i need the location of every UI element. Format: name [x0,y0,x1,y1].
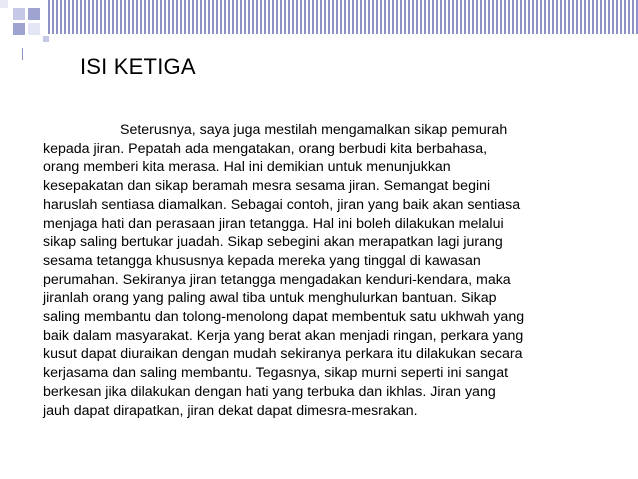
paragraph-line: kerjasama dan saling membantu. Tegasnya, sikap murni seperti ini sangat [43,365,509,382]
paragraph-line: haruslah sentiasa diamalkan. Sebagai contoh, jiran yang baik akan sentiasa [43,196,521,213]
corner-square-small [0,0,8,8]
corner-decoration [0,0,48,48]
paragraph-line: berkesan jika dilakukan dengan hati yang terbuka dan ikhlas. Jiran yang [43,383,496,400]
paragraph-line: sikap saling bertukar juadah. Sikap sebegini akan merapatkan lagi jurang [43,234,503,251]
paragraph-line: sesama tetangga khususnya kepada mereka yang tinggal di kawasan [43,252,481,269]
side-divider [22,48,23,60]
body-paragraph [43,121,603,420]
paragraph-line: saling membantu dan tolong-menolong dapat membentuk satu ukhwah yang [43,309,525,326]
corner-square-small [43,36,49,42]
paragraph-line: Seterusnya, saya juga mestilah mengamalkan sikap pemurah [120,122,508,138]
top-stripe-band [48,0,638,34]
corner-square [28,8,40,20]
paragraph-line: jiranlah orang yang paling awal tiba untuk menghulurkan bantuan. Sikap [43,290,497,307]
corner-square [13,23,25,35]
paragraph-line: menjaga hati dan perasaan jiran tetangga. Hal ini boleh dilakukan melalui [43,215,504,232]
corner-square [28,23,40,35]
paragraph-line: kepada jiran. Pepatah ada mengatakan, orang berbudi kita berbahasa, [43,140,488,157]
paragraph-line: orang memberi kita merasa. Hal ini demikian untuk menunjukkan [43,159,451,176]
corner-square [13,8,25,20]
paragraph-line: perumahan. Sekiranya jiran tetangga mengadakan kenduri-kendara, maka [43,271,511,288]
paragraph-line: kusut dapat diuraikan dengan mudah sekiranya perkara itu dilakukan secara [43,346,523,363]
paragraph-line: jauh dapat dirapatkan, jiran dekat dapat dimesra-mesrakan. [43,402,418,419]
paragraph-line: kesepakatan dan sikap beramah mesra sesama jiran. Semangat begini [43,178,491,195]
slide-title: ISI KETIGA [80,54,196,79]
paragraph-line: baik dalam masyarakat. Kerja yang berat akan menjadi ringan, perkara yang [43,327,524,344]
